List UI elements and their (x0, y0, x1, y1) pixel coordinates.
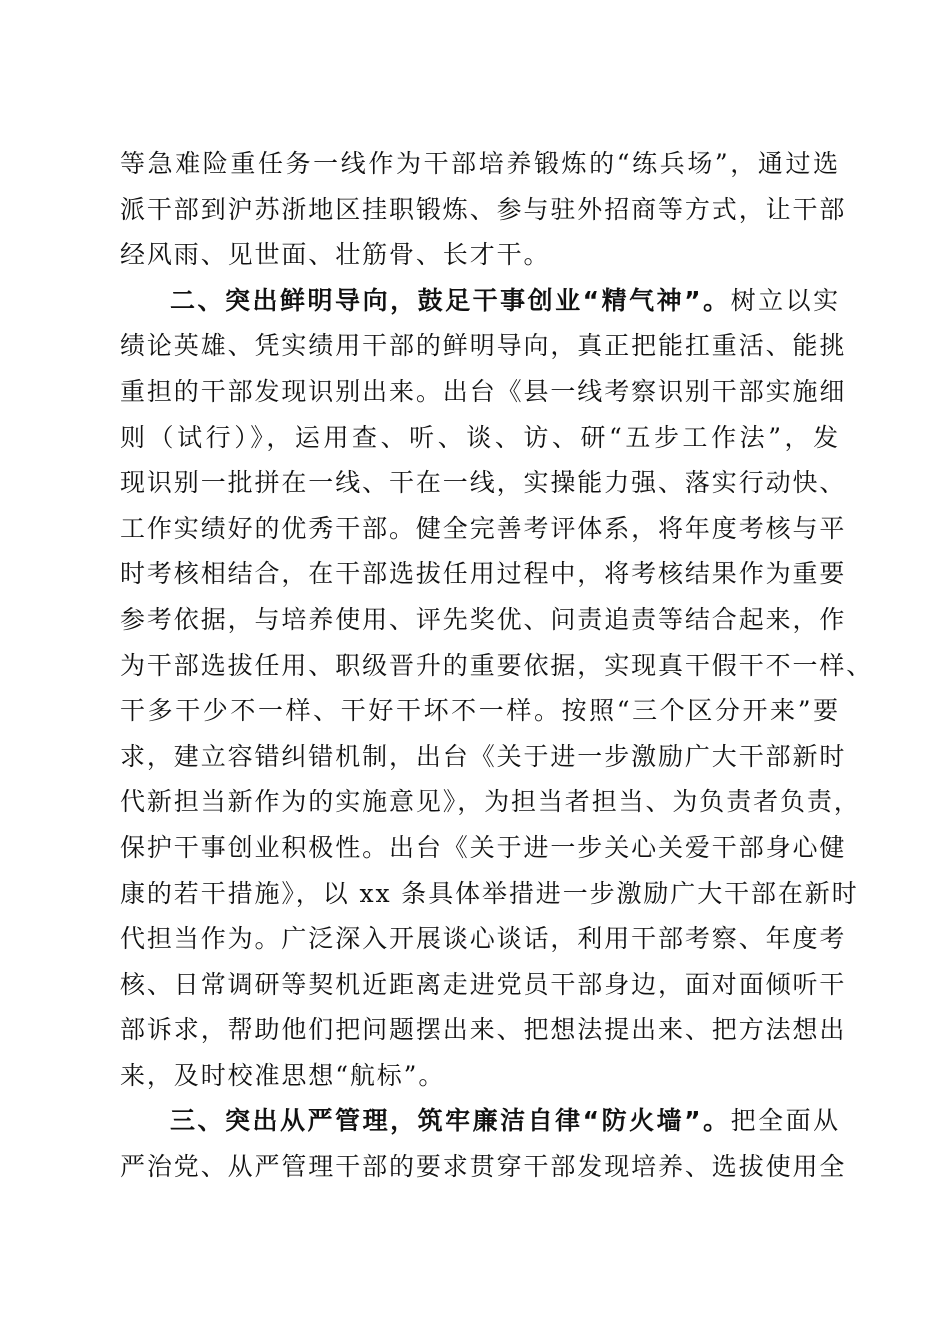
section-heading-2: 二、突出鲜明导向，鼓足干事创业“精气神”。 (170, 285, 731, 315)
text-line: 代新担当新作为的实施意见》，为担当者担当、为负责者负责， (120, 787, 861, 817)
paragraph-2-first-line (120, 278, 840, 324)
text-line: 参考依据，与培养使用、评先奖优、问责追责等结合起来，作 (120, 604, 847, 634)
text-line: 康的若干措施》，以 xx 条具体举措进一步激励广大干部在新时 (120, 878, 859, 908)
text-line: 绩论英雄、凭实绩用干部的鲜明导向，真正把能扛重活、能挑 (120, 331, 847, 361)
text-line: 时考核相结合，在干部选拔任用过程中，将考核结果作为重要 (120, 559, 847, 589)
text-line: 严治党、从严管理干部的要求贯穿干部发现培养、选拔使用全 (120, 1152, 847, 1182)
text-line: 等急难险重任务一线作为干部培养锻炼的“练兵场”，通过选 (120, 149, 840, 178)
text-line: 为干部选拔任用、职级晋升的重要依据，实现真干假干不一样、 (120, 650, 874, 680)
paragraph-1 (120, 141, 847, 278)
text-line: 工作实绩好的优秀干部。健全完善考评体系，将年度考核与平 (120, 513, 847, 543)
text-line: 代担当作为。广泛深入开展谈心谈话，利用干部考察、年度考 (120, 924, 847, 954)
text-line: 求，建立容错纠错机制，出台《关于进一步激励广大干部新时 (120, 741, 847, 771)
text-line: 派干部到沪苏浙地区挂职锻炼、参与驻外招商等方式，让干部 (120, 194, 847, 224)
paragraph-3-first-line (120, 1098, 840, 1144)
text-line: 则（试行）》，运用查、听、谈、访、研“五步工作法”，发 (120, 422, 840, 452)
text-line: 核、日常调研等契机近距离走进党员干部身边，面对面倾听干 (120, 969, 847, 999)
text-line: 干多干少不一样、干好干坏不一样。按照“三个区分开来”要 (120, 696, 840, 726)
text-line: 部诉求，帮助他们把问题摆出来、把想法提出来、把方法想出 (120, 1015, 847, 1045)
section-heading-3: 三、突出从严管理，筑牢廉洁自律“防火墙”。 (170, 1106, 731, 1136)
text-line: 来，及时校准思想“航标”。 (120, 1060, 446, 1090)
paragraph-3 (120, 1098, 847, 1189)
text-line: 经风雨、见世面、壮筋骨、长才干。 (120, 240, 551, 270)
text-fragment: 把全面从 (730, 1106, 840, 1136)
document-body (120, 141, 874, 1190)
text-line: 现识别一批拼在一线、干在一线，实操能力强、落实行动快、 (120, 468, 847, 498)
text-fragment: 树立以实 (730, 285, 840, 315)
text-line: 保护干事创业积极性。出台《关于进一步关心关爱干部身心健 (120, 832, 847, 862)
text-line: 重担的干部发现识别出来。出台《县一线考察识别干部实施细 (120, 376, 847, 406)
paragraph-2 (120, 278, 874, 1099)
